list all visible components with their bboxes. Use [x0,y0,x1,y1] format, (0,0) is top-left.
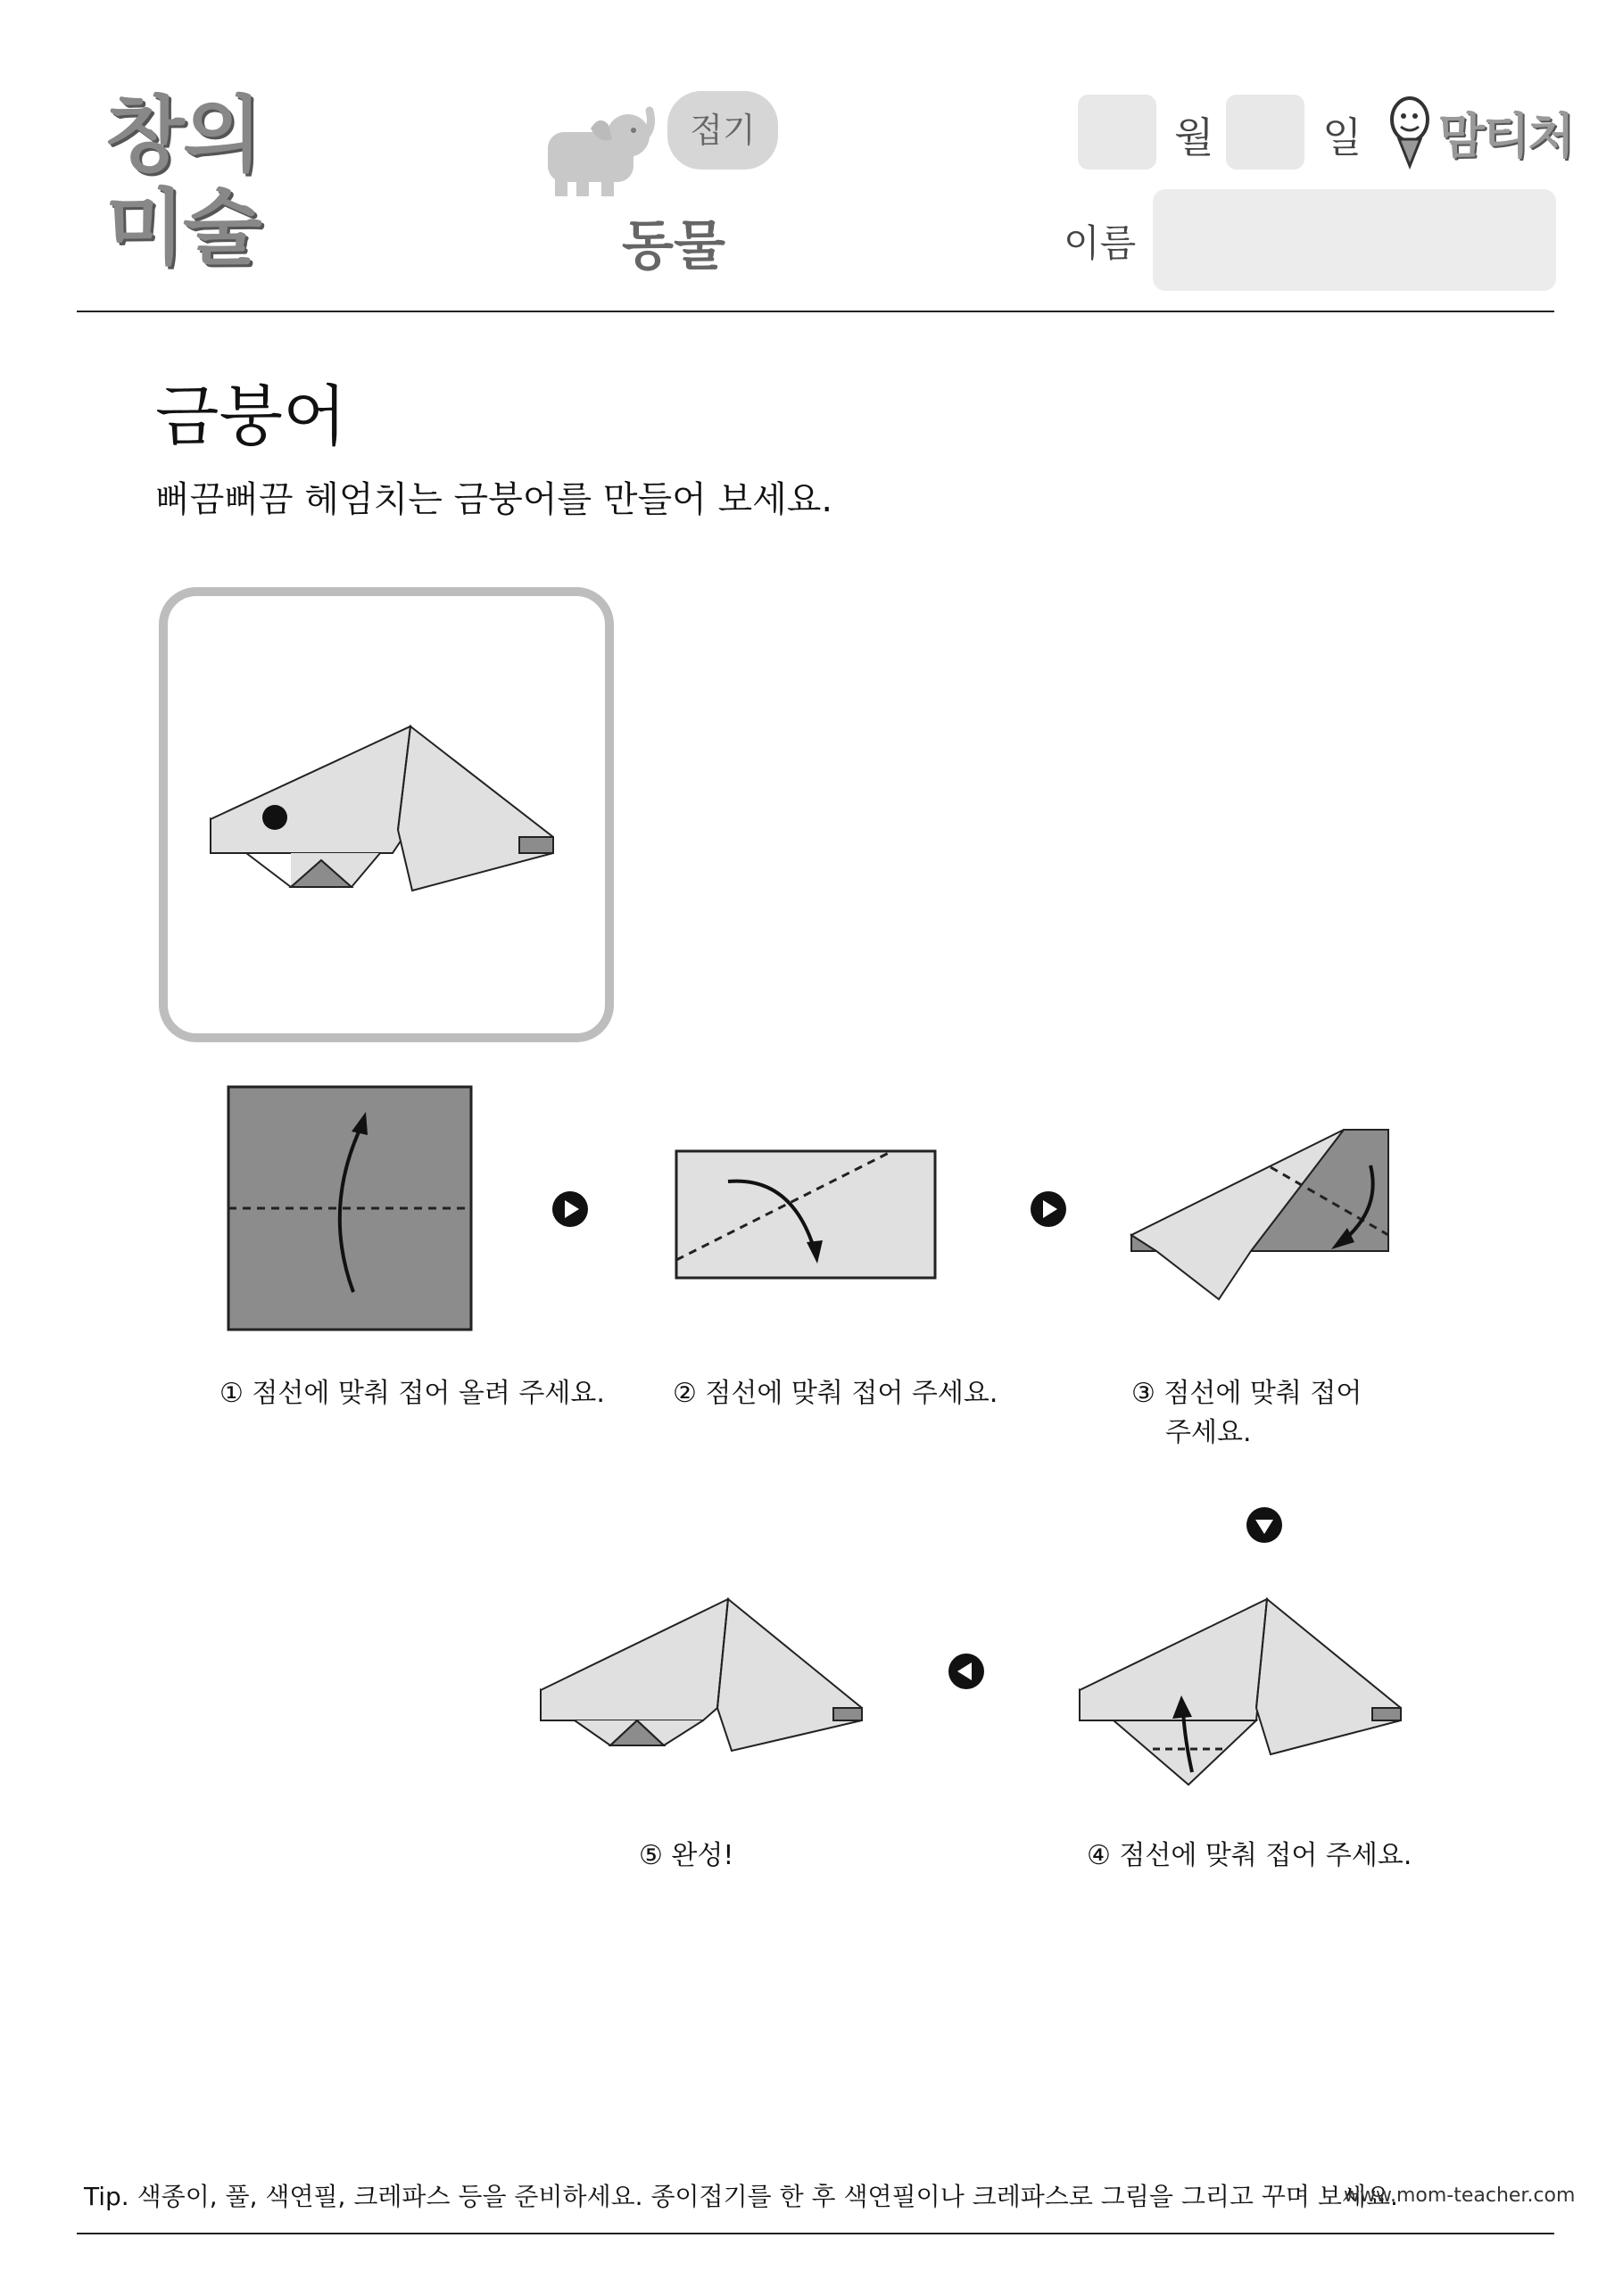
footer-tip: Tip. 색종이, 풀, 색연필, 크레파스 등을 준비하세요. 종이접기를 한 후 색연필이나 크레파스로 그림을 그리고 꾸며 보세요. [84,2182,1398,2211]
step-1-caption: ① 점선에 맞춰 접어 올려 주세요. [219,1378,605,1409]
month-label: 월 [1174,113,1214,162]
step-4-caption: ④ 점선에 맞춰 접어 주세요. [1087,1840,1412,1871]
step-5-caption: ⑤ 완성! [639,1840,734,1871]
page-title: 금붕어 [155,378,347,455]
step-3-caption-line2: 주세요. [1165,1417,1252,1448]
step-2-diagram [675,1149,939,1281]
arrow-left-icon [948,1653,985,1690]
name-label: 이름 [1064,221,1137,265]
arrow-down-icon [1246,1506,1283,1544]
header-divider [77,311,1554,312]
logo-line-1: 창의 [105,87,261,183]
logo-line-2: 미술 [105,180,261,276]
pencil-mascot-icon [1385,95,1435,170]
footer-url[interactable]: www.mom-teacher.com [1344,2184,1576,2207]
arrow-right-icon [551,1190,589,1228]
brand-logo: 맘티처 [1438,108,1573,164]
page-subtitle: 뻐끔뻐끔 헤엄치는 금붕어를 만들어 보세요. [155,479,833,520]
month-field[interactable] [1078,95,1156,170]
footer-divider [77,2233,1554,2234]
day-label: 일 [1322,113,1362,162]
step-2-caption: ② 점선에 맞춰 접어 주세요. [673,1378,998,1409]
step-4-diagram [1078,1597,1408,1794]
arrow-right-icon [1030,1190,1067,1228]
finished-goldfish-illustration [205,719,562,898]
step-3-caption-line1: ③ 점선에 맞춰 접어 [1131,1378,1362,1409]
elephant-icon [546,105,653,198]
step-5-diagram [539,1597,869,1754]
logo-creative-art [105,89,284,294]
day-field[interactable] [1226,95,1304,170]
category-bubble: 접기 [667,91,778,170]
step-3-diagram [1130,1128,1394,1306]
step-1-diagram [227,1085,473,1331]
category-label: 동물 [622,215,725,278]
name-field[interactable] [1153,189,1556,291]
